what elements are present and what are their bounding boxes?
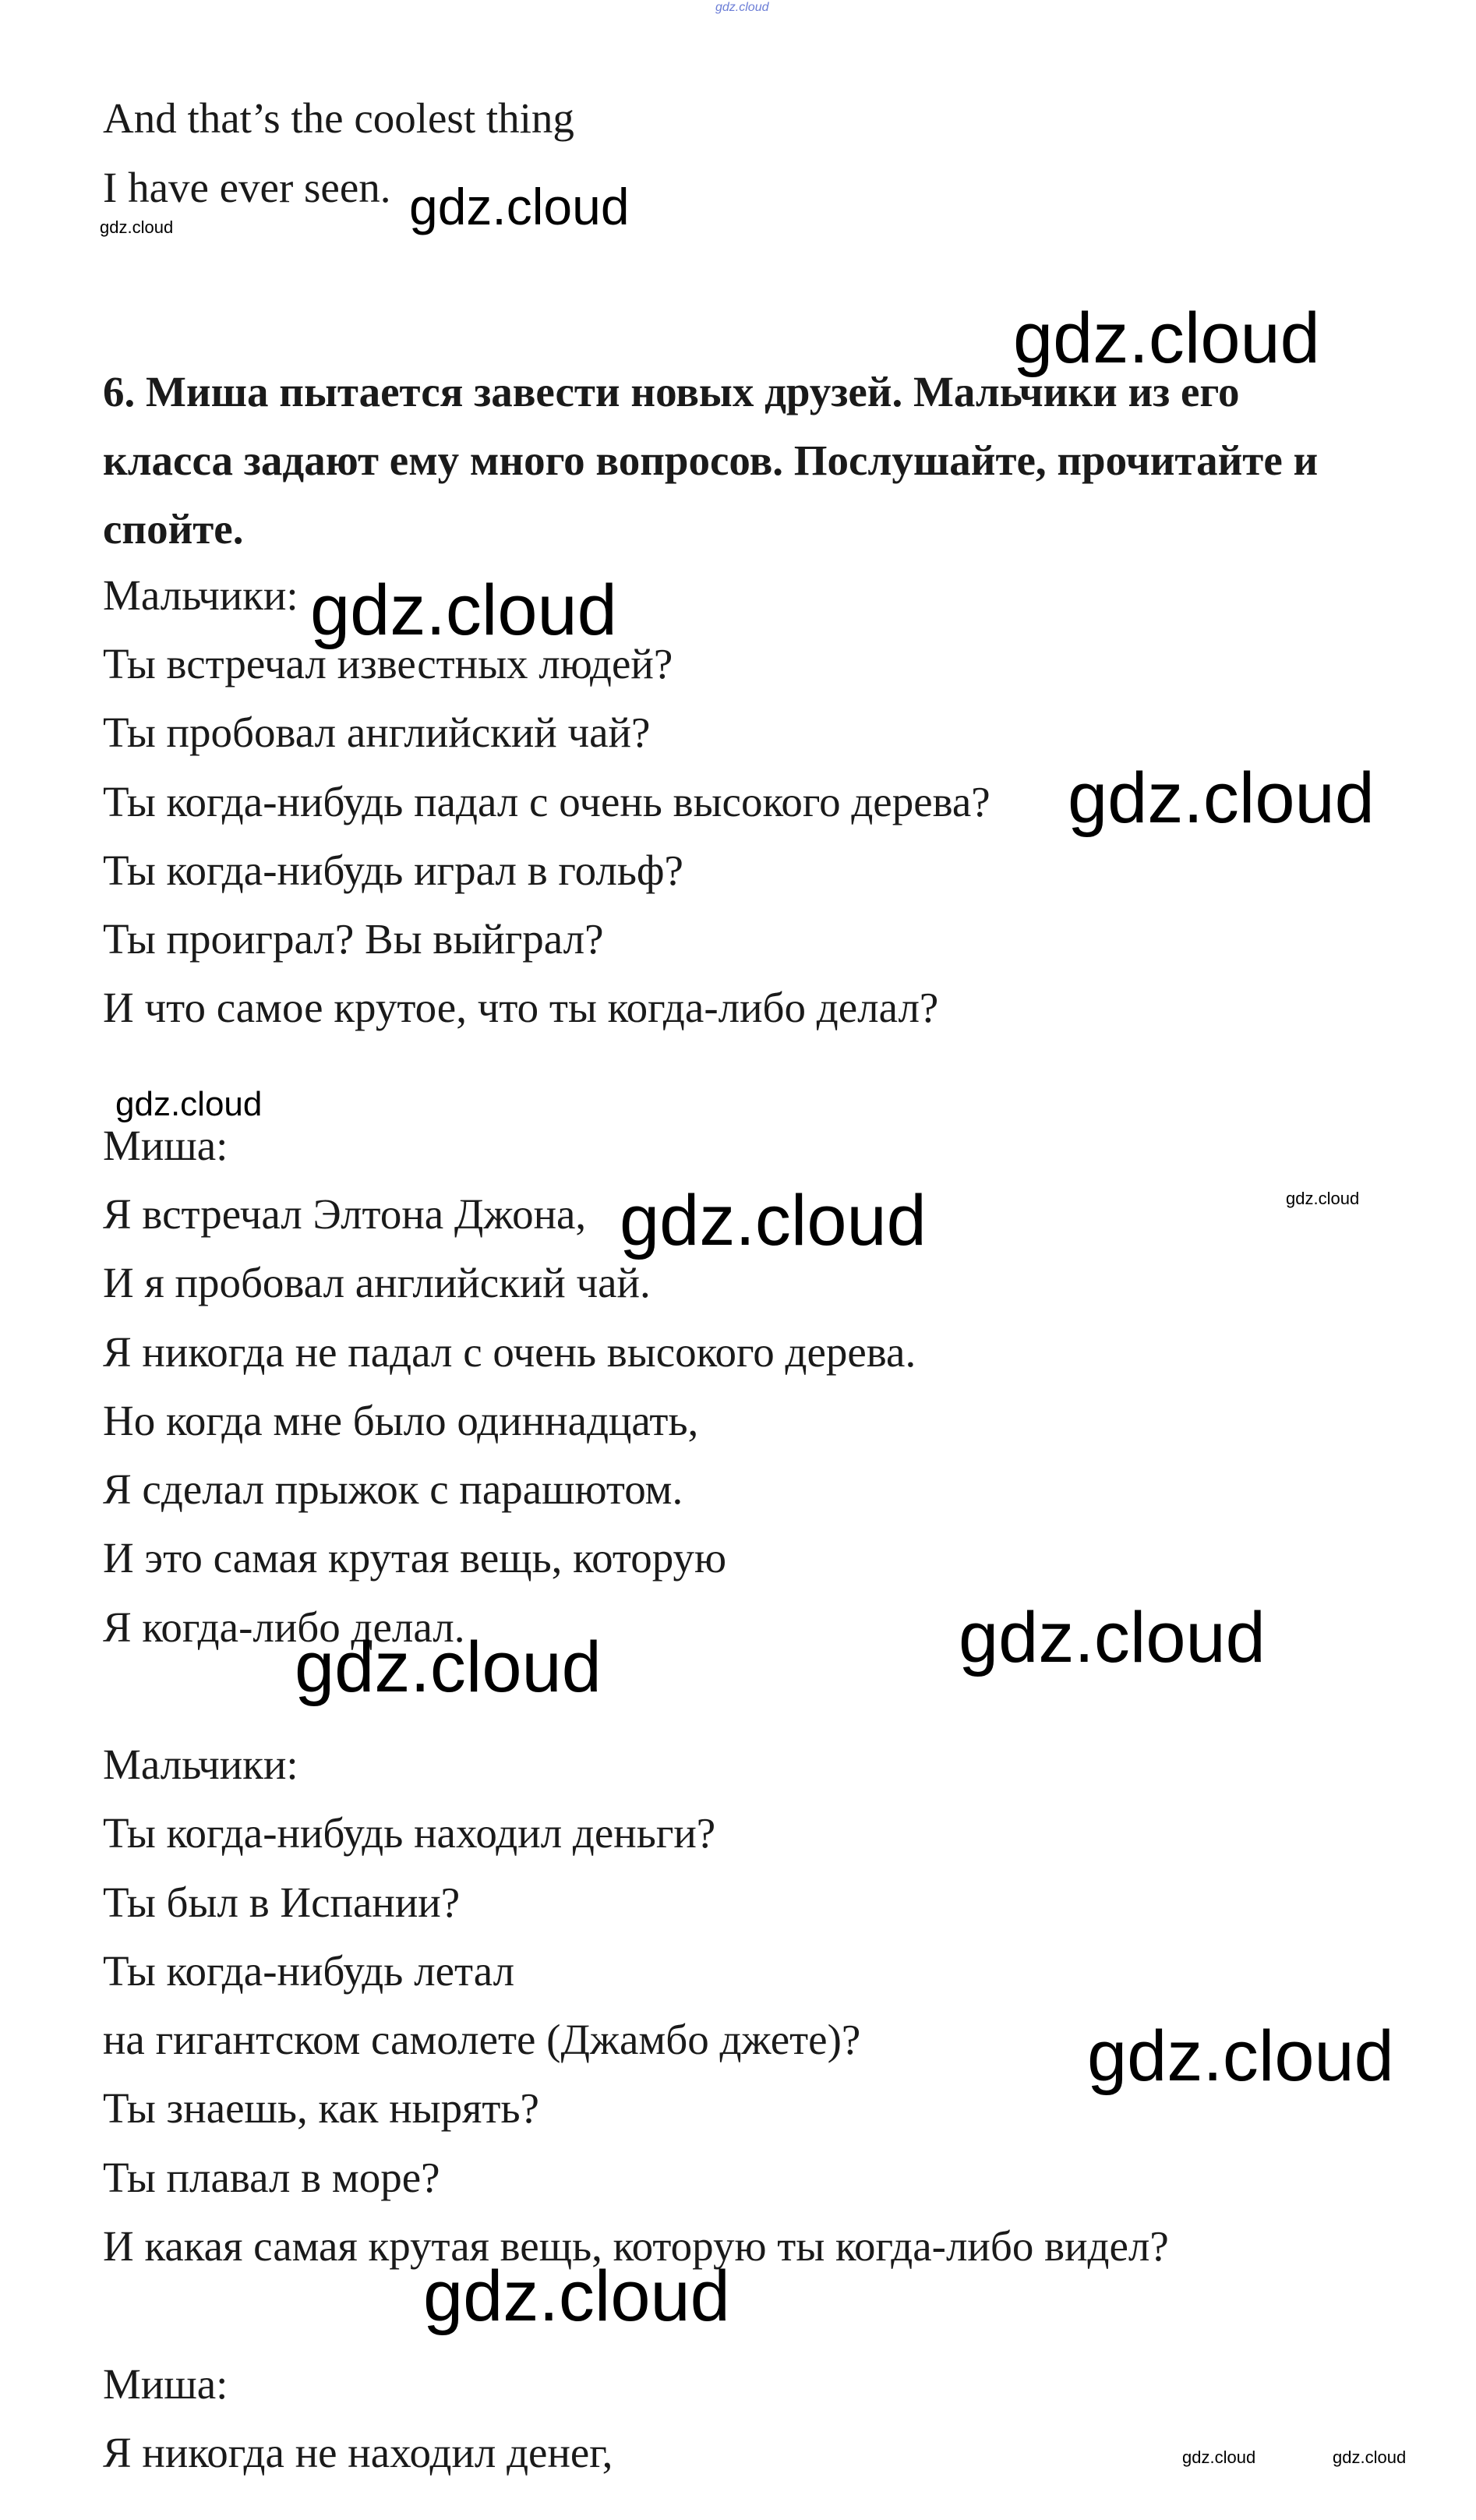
verse-line: Ты знаешь, как нырять? — [103, 2084, 539, 2132]
verse-line: Я сделал прыжок с парашютом. — [103, 1465, 683, 1513]
verse-line: Ты плавал в море? — [103, 2154, 440, 2201]
task-heading-line: 6. Миша пытается завести новых друзей. Мальчики из его — [103, 368, 1240, 415]
verse-line: Ты когда-нибудь находил деньги? — [103, 1809, 716, 1857]
watermark-text: gdz.cloud — [620, 1181, 927, 1260]
song-line: And that’s the coolest thing — [103, 94, 574, 142]
watermark-text: gdz.cloud — [1013, 299, 1320, 378]
verse-line: И это самая крутая вещь, которую — [103, 1534, 727, 1582]
watermark-text: gdz.cloud — [1333, 2448, 1407, 2467]
watermark-text: gdz.cloud — [100, 217, 174, 237]
verse-line: Ты когда-нибудь падал с очень высокого дерева? — [103, 778, 990, 825]
speaker-label: Мальчики: — [103, 1741, 298, 1788]
watermark-text: gdz.cloud — [959, 1598, 1266, 1677]
watermark-text: gdz.cloud — [115, 1085, 263, 1123]
verse-line: Я встречал Элтона Джона, — [103, 1190, 587, 1238]
verse-line: Ты проиграл? Вы выйграл? — [103, 915, 604, 963]
watermark-text: gdz.cloud — [1087, 2016, 1394, 2096]
watermark-text: gdz.cloud — [295, 1628, 602, 1707]
speaker-label: Миша: — [103, 2360, 228, 2408]
watermark-text: gdz.cloud — [1068, 758, 1375, 838]
verse-line: Ты когда-нибудь летал — [103, 1947, 515, 1995]
top-watermark: gdz.cloud — [715, 1, 769, 14]
verse-line: Ты встречал известных людей? — [103, 640, 673, 687]
verse-line: Я никогда не находил денег, — [103, 2429, 613, 2476]
verse-line: на гигантском самолете (Джамбо джете)? — [103, 2016, 861, 2063]
verse-line: Я когда-либо делал. — [103, 1603, 465, 1651]
verse-line: Ты был в Испании? — [103, 1879, 461, 1926]
watermark-text: gdz.cloud — [409, 178, 630, 235]
watermark-text: gdz.cloud — [310, 571, 617, 650]
speaker-label: Мальчики: — [103, 571, 298, 619]
task-heading-line: спойте. — [103, 505, 244, 553]
verse-line: И что самое крутое, что ты когда-либо делал? — [103, 984, 939, 1031]
watermark-text: gdz.cloud — [423, 2257, 730, 2336]
verse-line: И какая самая крутая вещь, которую ты когда-либо видел? — [103, 2222, 1169, 2270]
watermark-text: gdz.cloud — [1182, 2448, 1256, 2467]
verse-line: Я никогда не падал с очень высокого дерева. — [103, 1328, 916, 1376]
verse-line: Ты пробовал английский чай? — [103, 709, 651, 756]
verse-line: Но когда мне было одиннадцать, — [103, 1397, 699, 1444]
song-line: I have ever seen. — [103, 164, 391, 211]
task-heading-line: класса задают ему много вопросов. Послушайте, прочитайте и — [103, 436, 1319, 484]
watermark-text: gdz.cloud — [1286, 1189, 1360, 1208]
verse-line: Ты когда-нибудь играл в гольф? — [103, 846, 683, 894]
verse-line: И я пробовал английский чай. — [103, 1259, 651, 1306]
speaker-label: Миша: — [103, 1122, 228, 1169]
